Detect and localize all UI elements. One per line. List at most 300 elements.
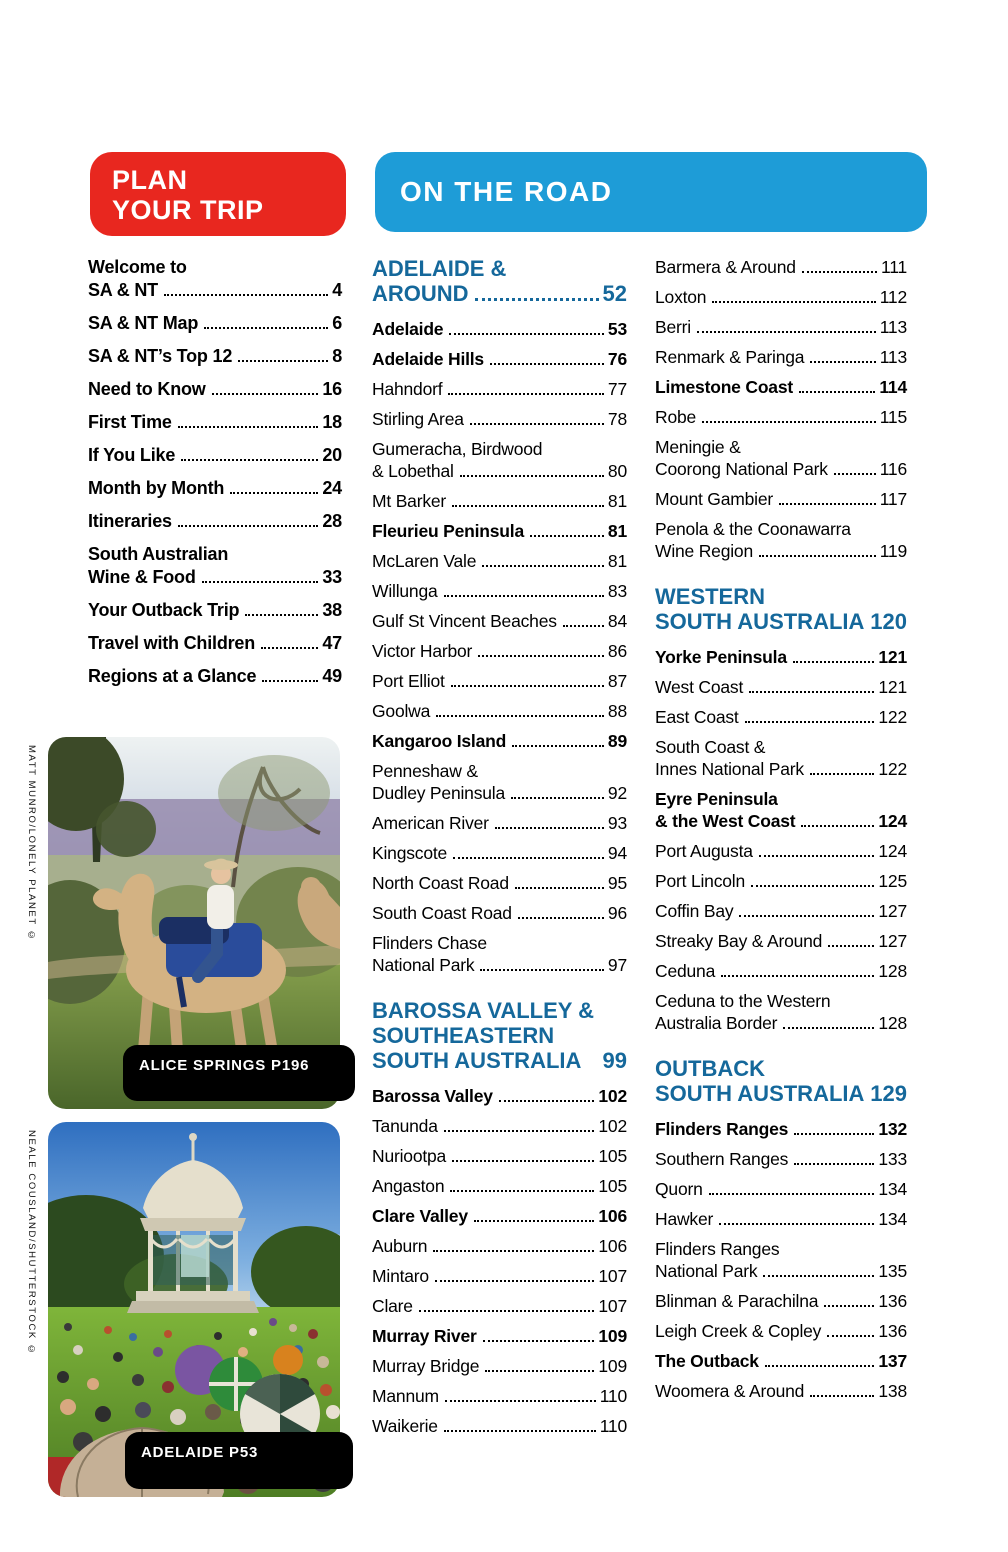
entry-label: SOUTH AUSTRALIA: [655, 609, 865, 634]
entry-label: Leigh Creek & Copley: [655, 1321, 822, 1341]
caption-text: ADELAIDE P53: [141, 1444, 259, 1461]
entry-label: Dudley Peninsula: [372, 783, 505, 803]
entry-label: Clare: [372, 1296, 413, 1316]
road-banner-label: ON THE ROAD: [400, 176, 613, 207]
toc-entry: [655, 930, 907, 952]
toc-entry: [372, 550, 627, 572]
entry-label: Clare Valley: [372, 1206, 468, 1226]
entry-label: Fleurieu Peninsula: [372, 521, 524, 541]
entry-label: National Park: [655, 1261, 758, 1281]
toc-entry: [372, 348, 627, 370]
entry-label: Willunga: [372, 581, 438, 601]
page-number: 8: [332, 346, 342, 366]
leader-dots: [824, 1305, 874, 1307]
entry-label: Mannum: [372, 1386, 439, 1406]
entry-label: Innes National Park: [655, 759, 804, 779]
page-number: 128: [878, 961, 907, 981]
page-number: 16: [322, 379, 342, 399]
toc-entry: [655, 1350, 907, 1372]
page-number: 84: [607, 611, 627, 631]
leader-dots: [470, 423, 604, 425]
page-number: 81: [607, 521, 627, 541]
page-number: 4: [332, 280, 342, 300]
entry-label: American River: [372, 813, 489, 833]
toc-entry: [372, 670, 627, 692]
entry-label: AROUND: [372, 281, 469, 306]
leader-dots: [478, 655, 604, 657]
photo-credit-alice-springs: [26, 745, 37, 942]
toc-entry: [372, 520, 627, 542]
entry-label-line: South Coast &: [655, 737, 766, 757]
entry-label: Renmark & Paringa: [655, 347, 805, 367]
toc-entry: [372, 438, 627, 482]
toc-entry: [655, 840, 907, 862]
page-number: 18: [322, 412, 342, 432]
page-number: 86: [607, 641, 627, 661]
entry-label: Hahndorf: [372, 379, 443, 399]
entry-label: Kangaroo Island: [372, 731, 507, 751]
page-number: 137: [878, 1351, 907, 1371]
toc-entry: [655, 286, 907, 308]
leader-dots: [444, 1430, 596, 1432]
toc-entry: [655, 900, 907, 922]
toc-entry: [372, 378, 627, 400]
toc-entry: [372, 1415, 627, 1437]
page-number: 114: [879, 377, 907, 397]
toc-entry: [372, 1385, 627, 1407]
toc-section-header: [655, 584, 907, 634]
entry-label-line: Penola & the Coonawarra: [655, 519, 851, 539]
page-number: 133: [878, 1149, 907, 1169]
leader-dots: [709, 1193, 875, 1195]
page-number: 122: [878, 759, 907, 779]
entry-label: Hawker: [655, 1209, 714, 1229]
leader-dots: [451, 685, 604, 687]
entry-label: National Park: [372, 955, 475, 975]
toc-entry: [372, 318, 627, 340]
leader-dots: [212, 393, 319, 395]
page-number: 106: [598, 1236, 627, 1256]
leader-dots: [450, 1190, 594, 1192]
on-the-road-banner: [375, 152, 927, 232]
page-number: 92: [607, 783, 627, 803]
entry-label: Woomera & Around: [655, 1381, 805, 1401]
leader-dots: [763, 1275, 874, 1277]
leader-dots: [444, 595, 604, 597]
entry-label: Wine & Food: [88, 567, 196, 587]
entry-label-line: BAROSSA VALLEY &: [372, 998, 595, 1023]
page-number: 106: [598, 1206, 627, 1226]
page-number: 38: [322, 600, 342, 620]
entry-label: Mt Barker: [372, 491, 447, 511]
page-number: 134: [878, 1209, 907, 1229]
page-number: 109: [598, 1326, 627, 1346]
page-number: 136: [878, 1321, 907, 1341]
entry-label: Southern Ranges: [655, 1149, 789, 1169]
leader-dots: [794, 1163, 874, 1165]
toc-entry: [655, 376, 907, 398]
toc-entry: [655, 488, 907, 510]
entry-label: Auburn: [372, 1236, 428, 1256]
leader-dots: [828, 945, 874, 947]
page-number: 110: [599, 1386, 627, 1406]
page-number: 76: [607, 349, 627, 369]
toc-entry: [372, 1205, 627, 1227]
entry-label: & Lobethal: [372, 461, 454, 481]
photo-caption-adelaide: [125, 1432, 353, 1489]
toc-entry: [88, 510, 342, 533]
toc-entry: [372, 812, 627, 834]
page-number: 110: [599, 1416, 627, 1436]
page-number: 47: [322, 633, 342, 653]
toc-entry: [655, 960, 907, 982]
toc-entry: [655, 436, 907, 480]
leader-dots: [452, 505, 604, 507]
leader-dots: [799, 391, 875, 393]
page-number: 109: [598, 1356, 627, 1376]
leader-dots: [453, 857, 604, 859]
entry-label: Yorke Peninsula: [655, 647, 787, 667]
leader-dots: [697, 331, 876, 333]
page-number: 124: [878, 841, 907, 861]
page-number: 28: [322, 511, 342, 531]
leader-dots: [238, 360, 328, 362]
page-number: 93: [607, 813, 627, 833]
leader-dots: [739, 915, 874, 917]
entry-label: McLaren Vale: [372, 551, 477, 571]
page-number: 88: [607, 701, 627, 721]
leader-dots: [749, 691, 874, 693]
toc-entry: [372, 872, 627, 894]
photo-caption-alice-springs: [123, 1045, 355, 1101]
leader-dots: [499, 1100, 595, 1102]
entry-label: If You Like: [88, 445, 176, 465]
entry-label-line: Meningie &: [655, 437, 741, 457]
page-number: 96: [607, 903, 627, 923]
toc-entry: [655, 788, 907, 832]
leader-dots: [178, 426, 319, 428]
leader-dots: [181, 459, 318, 461]
toc-entry: [372, 490, 627, 512]
page-number: 95: [607, 873, 627, 893]
entry-label: Ceduna: [655, 961, 716, 981]
entry-label-line: WESTERN: [655, 584, 765, 609]
page-number: 80: [607, 461, 627, 481]
page-number: 53: [607, 319, 627, 339]
leader-dots: [759, 555, 876, 557]
page-number: 113: [879, 347, 907, 367]
entry-label: Barmera & Around: [655, 257, 796, 277]
leader-dots: [245, 614, 318, 616]
page-number: 127: [878, 931, 907, 951]
leader-dots: [482, 565, 604, 567]
leader-dots: [751, 885, 874, 887]
entry-label-line: Flinders Chase: [372, 933, 487, 953]
page-number: 121: [878, 647, 907, 667]
leader-dots: [452, 1160, 594, 1162]
leader-dots: [475, 298, 599, 301]
toc-entry: [372, 408, 627, 430]
entry-label: Streaky Bay & Around: [655, 931, 823, 951]
toc-entry: [372, 1085, 627, 1107]
entry-label: North Coast Road: [372, 873, 509, 893]
toc-entry: [372, 1145, 627, 1167]
leader-dots: [745, 721, 875, 723]
leader-dots: [515, 887, 604, 889]
leader-dots: [834, 473, 876, 475]
page-number: 107: [598, 1266, 627, 1286]
toc-entry: [372, 1235, 627, 1257]
entry-label: Port Lincoln: [655, 871, 746, 891]
leader-dots: [512, 745, 604, 747]
entry-label: Adelaide Hills: [372, 349, 484, 369]
page-number: 127: [878, 901, 907, 921]
toc-entry: [372, 902, 627, 924]
entry-label: Limestone Coast: [655, 377, 793, 397]
entry-label-line: Flinders Ranges: [655, 1239, 780, 1259]
on-the-road-column-2: [655, 256, 907, 1410]
leader-dots: [794, 1133, 874, 1135]
page-number: 134: [878, 1179, 907, 1199]
toc-entry: [88, 599, 342, 622]
entry-label-line: ADELAIDE &: [372, 256, 507, 281]
page-number: 77: [607, 379, 627, 399]
toc-entry: [88, 411, 342, 434]
leader-dots: [810, 1395, 874, 1397]
entry-label: First Time: [88, 412, 172, 432]
leader-dots: [793, 661, 875, 663]
plan-your-trip-column: [88, 256, 342, 698]
entry-label-line: Welcome to: [88, 257, 187, 277]
leader-dots: [712, 301, 875, 303]
leader-dots: [483, 1340, 595, 1342]
toc-entry: [372, 730, 627, 752]
toc-entry: [88, 256, 342, 302]
page-number: 89: [607, 731, 627, 751]
leader-dots: [783, 1027, 874, 1029]
toc-entry: [372, 700, 627, 722]
leader-dots: [485, 1370, 594, 1372]
page-number: 117: [879, 489, 907, 509]
page-number: 138: [878, 1381, 907, 1401]
page-number: 132: [878, 1119, 907, 1139]
plan-banner-line1: PLAN: [112, 165, 188, 195]
toc-entry: [372, 932, 627, 976]
toc-entry: [655, 676, 907, 698]
page-number: 112: [879, 287, 907, 307]
entry-label: Need to Know: [88, 379, 206, 399]
entry-label-line: Gumeracha, Birdwood: [372, 439, 543, 459]
toc-entry: [655, 1118, 907, 1140]
toc-entry: [655, 518, 907, 562]
toc-entry: [655, 990, 907, 1034]
entry-label: Nuriootpa: [372, 1146, 447, 1166]
entry-label: Stirling Area: [372, 409, 464, 429]
page-number: 105: [598, 1176, 627, 1196]
page-number: 102: [598, 1086, 627, 1106]
toc-section-header: [372, 998, 627, 1073]
entry-label: Barossa Valley: [372, 1086, 493, 1106]
page-number: 129: [870, 1081, 907, 1106]
page-number: 125: [878, 871, 907, 891]
leader-dots: [480, 969, 603, 971]
toc-entry: [88, 543, 342, 589]
toc-entry: [655, 1148, 907, 1170]
page-number: 115: [879, 407, 907, 427]
caption-text: ALICE SPRINGS P196: [139, 1057, 310, 1074]
entry-label-line: Penneshaw &: [372, 761, 478, 781]
toc-entry: [655, 646, 907, 668]
entry-label: SA & NT’s Top 12: [88, 346, 233, 366]
toc-entry: [372, 1115, 627, 1137]
toc-entry: [88, 444, 342, 467]
leader-dots: [702, 421, 876, 423]
leader-dots: [511, 797, 604, 799]
leader-dots: [435, 1280, 594, 1282]
entry-label: Coffin Bay: [655, 901, 734, 921]
page-number: 6: [332, 313, 342, 333]
entry-label: Waikerie: [372, 1416, 438, 1436]
page-number: 81: [607, 491, 627, 511]
entry-label: Travel with Children: [88, 633, 256, 653]
leader-dots: [178, 525, 319, 527]
page-number: 99: [602, 1048, 627, 1073]
entry-label: SA & NT Map: [88, 313, 199, 333]
entry-label: Loxton: [655, 287, 707, 307]
entry-label: Quorn: [655, 1179, 703, 1199]
leader-dots: [721, 975, 874, 977]
leader-dots: [230, 492, 318, 494]
leader-dots: [444, 1130, 595, 1132]
toc-entry: [655, 1208, 907, 1230]
entry-label: Port Augusta: [655, 841, 753, 861]
toc-entry: [88, 378, 342, 401]
entry-label: Berri: [655, 317, 691, 337]
page-number: 135: [878, 1261, 907, 1281]
page-number: 81: [607, 551, 627, 571]
entry-label: The Outback: [655, 1351, 759, 1371]
entry-label: & the West Coast: [655, 811, 796, 831]
leader-dots: [518, 917, 604, 919]
entry-label: Goolwa: [372, 701, 431, 721]
toc-entry: [88, 665, 342, 688]
toc-entry: [372, 842, 627, 864]
entry-label: SOUTH AUSTRALIA: [372, 1048, 582, 1073]
entry-label: West Coast: [655, 677, 744, 697]
leader-dots: [436, 715, 604, 717]
toc-entry: [372, 1175, 627, 1197]
leader-dots: [261, 647, 318, 649]
credit-text: NEALE COUSLAND/SHUTTERSTOCK ©: [26, 1130, 37, 1357]
page-number: 124: [878, 811, 907, 831]
entry-label-line: Eyre Peninsula: [655, 789, 778, 809]
entry-label: Month by Month: [88, 478, 225, 498]
entry-label-line: Ceduna to the Western: [655, 991, 831, 1011]
leader-dots: [448, 393, 604, 395]
leader-dots: [474, 1220, 595, 1222]
on-the-road-column-1: [372, 256, 627, 1445]
entry-label: SA & NT: [88, 280, 158, 300]
page-number: 111: [880, 257, 907, 277]
leader-dots: [765, 1365, 875, 1367]
toc-entry: [372, 1265, 627, 1287]
leader-dots: [262, 680, 318, 682]
leader-dots: [490, 363, 604, 365]
toc-entry: [655, 736, 907, 780]
page-number: 107: [598, 1296, 627, 1316]
plan-your-trip-banner: [90, 152, 346, 236]
leader-dots: [810, 361, 875, 363]
toc-entry: [655, 870, 907, 892]
entry-label: Port Elliot: [372, 671, 445, 691]
toc-entry: [372, 610, 627, 632]
entry-label: Australia Border: [655, 1013, 778, 1033]
toc-entry: [655, 256, 907, 278]
page-number: 83: [607, 581, 627, 601]
toc-entry: [372, 1325, 627, 1347]
entry-label: SOUTH AUSTRALIA: [655, 1081, 865, 1106]
page-number: 33: [322, 567, 342, 587]
entry-label: Regions at a Glance: [88, 666, 257, 686]
entry-label: Murray Bridge: [372, 1356, 480, 1376]
leader-dots: [779, 503, 876, 505]
toc-entry: [372, 580, 627, 602]
toc-section-header: [372, 256, 627, 306]
entry-label: Tanunda: [372, 1116, 438, 1136]
toc-entry: [655, 346, 907, 368]
credit-text: MATT MUNRO/LONELY PLANET ©: [26, 745, 37, 943]
page-number: 24: [322, 478, 342, 498]
entry-label: Gulf St Vincent Beaches: [372, 611, 557, 631]
toc-entry: [655, 1290, 907, 1312]
page-number: 136: [878, 1291, 907, 1311]
leader-dots: [445, 1400, 596, 1402]
entry-label: Kingscote: [372, 843, 448, 863]
entry-label: Mintaro: [372, 1266, 429, 1286]
entry-label: Victor Harbor: [372, 641, 473, 661]
entry-label-line: South Australian: [88, 544, 229, 564]
toc-entry: [88, 632, 342, 655]
leader-dots: [204, 327, 328, 329]
entry-label: Flinders Ranges: [655, 1119, 789, 1139]
leader-dots: [801, 825, 874, 827]
leader-dots: [802, 271, 877, 273]
leader-dots: [810, 773, 874, 775]
entry-label: Mount Gambier: [655, 489, 774, 509]
page-number: 120: [870, 609, 907, 634]
leader-dots: [460, 475, 604, 477]
leader-dots: [449, 333, 604, 335]
page-number: 102: [598, 1116, 627, 1136]
leader-dots: [202, 581, 319, 583]
entry-label: Coorong National Park: [655, 459, 828, 479]
leader-dots: [433, 1250, 594, 1252]
entry-label: South Coast Road: [372, 903, 512, 923]
entry-label: Adelaide: [372, 319, 444, 339]
toc-entry: [655, 316, 907, 338]
page-number: 122: [878, 707, 907, 727]
entry-label: Murray River: [372, 1326, 477, 1346]
page-number: 49: [322, 666, 342, 686]
leader-dots: [759, 855, 875, 857]
page-number: 52: [602, 281, 627, 306]
entry-label: Your Outback Trip: [88, 600, 240, 620]
leader-dots: [719, 1223, 874, 1225]
page-number: 20: [322, 445, 342, 465]
photo-credit-adelaide: [26, 1130, 37, 1357]
page-number: 113: [879, 317, 907, 337]
leader-dots: [419, 1310, 595, 1312]
